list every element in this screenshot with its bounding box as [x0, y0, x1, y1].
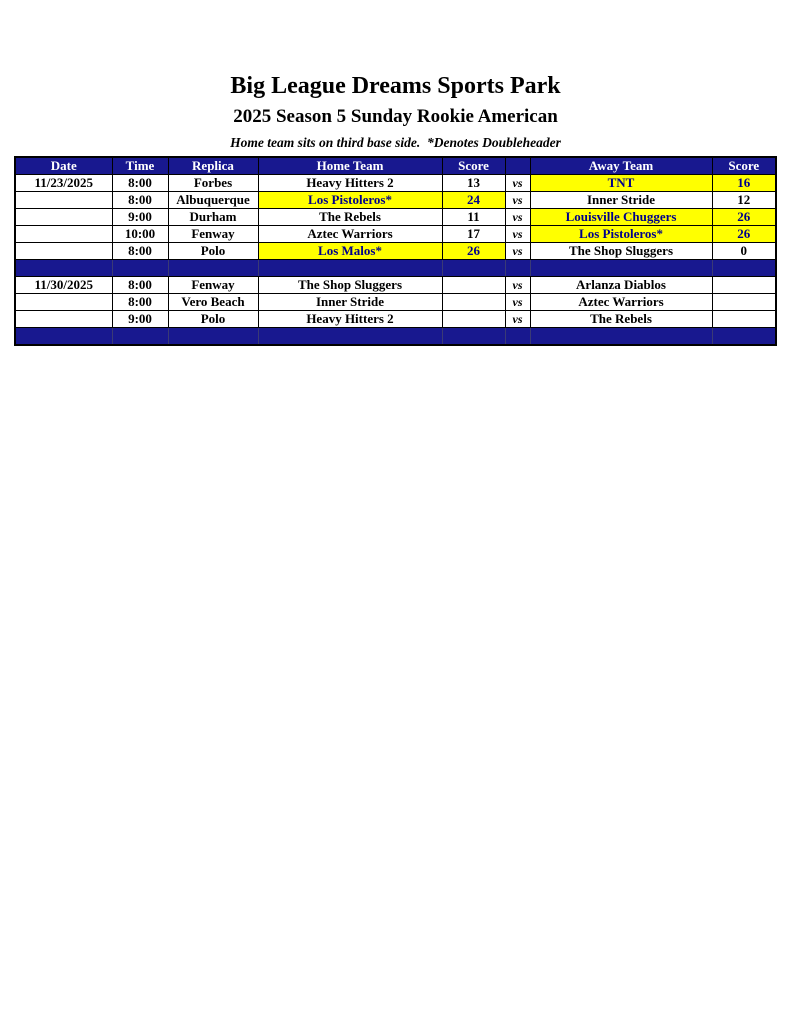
game-row: [15, 311, 776, 328]
vs-cell: vs: [505, 294, 530, 311]
date-cell: [15, 311, 112, 328]
separator-cell: [530, 328, 712, 345]
away-score-cell: [712, 311, 776, 328]
header-replica: Replica: [168, 157, 258, 175]
away-team-cell: Arlanza Diablos: [530, 277, 712, 294]
away-score-cell: 12: [712, 192, 776, 209]
date-cell: [15, 209, 112, 226]
replica-cell: Polo: [168, 311, 258, 328]
separator-cell: [505, 328, 530, 345]
vs-cell: vs: [505, 192, 530, 209]
time-cell: 8:00: [112, 294, 168, 311]
home-team-cell: Heavy Hitters 2: [258, 311, 442, 328]
time-cell: 8:00: [112, 192, 168, 209]
separator-cell: [15, 260, 112, 277]
away-score-cell: 16: [712, 175, 776, 192]
game-row: [15, 209, 776, 226]
separator-cell: [530, 260, 712, 277]
away-team-cell: Aztec Warriors: [530, 294, 712, 311]
home-team-cell: The Rebels: [258, 209, 442, 226]
replica-cell: Vero Beach: [168, 294, 258, 311]
replica-cell: Fenway: [168, 226, 258, 243]
away-score-cell: 26: [712, 209, 776, 226]
separator-cell: [505, 260, 530, 277]
page-note: Home team sits on third base side. *Denotes Doubleheader: [230, 134, 561, 150]
date-cell: [15, 243, 112, 260]
away-score-cell: 0: [712, 243, 776, 260]
separator-cell: [168, 328, 258, 345]
home-score-cell: 17: [442, 226, 505, 243]
away-score-cell: [712, 277, 776, 294]
vs-cell: vs: [505, 175, 530, 192]
game-row: [15, 277, 776, 294]
home-team-cell: Heavy Hitters 2: [258, 175, 442, 192]
home-team-cell: Aztec Warriors: [258, 226, 442, 243]
time-cell: 9:00: [112, 311, 168, 328]
replica-cell: Forbes: [168, 175, 258, 192]
header-date: Date: [15, 157, 112, 175]
date-cell: [15, 192, 112, 209]
separator-cell: [442, 328, 505, 345]
separator-cell: [168, 260, 258, 277]
header-away-score: Score: [712, 157, 776, 175]
away-score-cell: 26: [712, 226, 776, 243]
home-score-cell: 26: [442, 243, 505, 260]
away-team-cell: The Shop Sluggers: [530, 243, 712, 260]
vs-cell: vs: [505, 243, 530, 260]
vs-cell: vs: [505, 209, 530, 226]
away-team-cell: The Rebels: [530, 311, 712, 328]
away-team-cell: Louisville Chuggers: [530, 209, 712, 226]
separator-row: [15, 260, 776, 277]
home-score-cell: [442, 294, 505, 311]
home-team-cell: The Shop Sluggers: [258, 277, 442, 294]
time-cell: 8:00: [112, 243, 168, 260]
separator-cell: [15, 328, 112, 345]
game-row: [15, 192, 776, 209]
home-score-cell: [442, 311, 505, 328]
separator-cell: [712, 260, 776, 277]
home-score-cell: 11: [442, 209, 505, 226]
header-time: Time: [112, 157, 168, 175]
header-away-team: Away Team: [530, 157, 712, 175]
time-cell: 8:00: [112, 277, 168, 294]
header-home-score: Score: [442, 157, 505, 175]
page-title: Big League Dreams Sports Park: [230, 73, 561, 99]
game-row: [15, 243, 776, 260]
schedule-table: [14, 156, 777, 346]
away-team-cell: Los Pistoleros*: [530, 226, 712, 243]
separator-cell: [112, 328, 168, 345]
vs-cell: vs: [505, 277, 530, 294]
separator-cell: [112, 260, 168, 277]
home-score-cell: 13: [442, 175, 505, 192]
vs-cell: vs: [505, 311, 530, 328]
game-row: [15, 294, 776, 311]
date-cell: 11/23/2025: [15, 175, 112, 192]
replica-cell: Fenway: [168, 277, 258, 294]
replica-cell: Albuquerque: [168, 192, 258, 209]
home-team-cell: Los Pistoleros*: [258, 192, 442, 209]
date-cell: 11/30/2025: [15, 277, 112, 294]
schedule-header: [15, 157, 776, 175]
separator-cell: [258, 328, 442, 345]
separator-cell: [712, 328, 776, 345]
away-team-cell: Inner Stride: [530, 192, 712, 209]
document-page: [0, 0, 791, 346]
page-subtitle: 2025 Season 5 Sunday Rookie American: [233, 105, 558, 127]
header-home-team: Home Team: [258, 157, 442, 175]
vs-cell: vs: [505, 226, 530, 243]
away-team-cell: TNT: [530, 175, 712, 192]
separator-cell: [442, 260, 505, 277]
home-team-cell: Los Malos*: [258, 243, 442, 260]
date-cell: [15, 294, 112, 311]
date-cell: [15, 226, 112, 243]
schedule-body: [15, 175, 776, 345]
time-cell: 10:00: [112, 226, 168, 243]
away-score-cell: [712, 294, 776, 311]
home-score-cell: 24: [442, 192, 505, 209]
header-row: [15, 157, 776, 175]
game-row: [15, 226, 776, 243]
game-row: [15, 175, 776, 192]
home-team-cell: Inner Stride: [258, 294, 442, 311]
time-cell: 9:00: [112, 209, 168, 226]
separator-row: [15, 328, 776, 345]
header-vs: [505, 157, 530, 175]
replica-cell: Polo: [168, 243, 258, 260]
home-score-cell: [442, 277, 505, 294]
time-cell: 8:00: [112, 175, 168, 192]
replica-cell: Durham: [168, 209, 258, 226]
separator-cell: [258, 260, 442, 277]
